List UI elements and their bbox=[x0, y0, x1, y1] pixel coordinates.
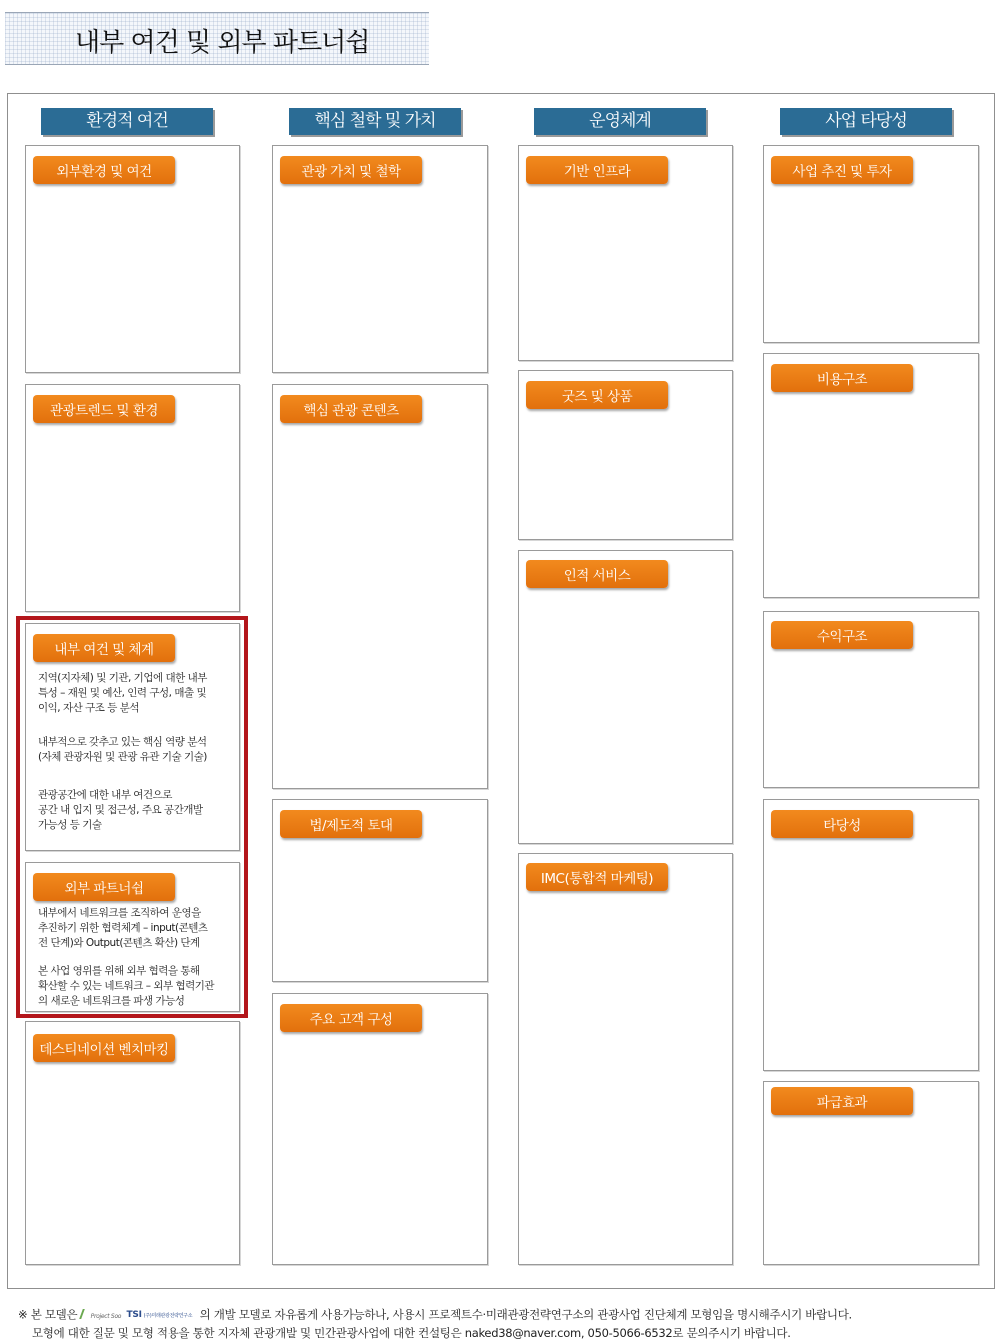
label-key-customers: 주요 고객 구성 bbox=[280, 1004, 422, 1032]
label-base-infra: 기반 인프라 bbox=[526, 156, 668, 184]
box-trend-environment bbox=[25, 384, 240, 612]
box-investment bbox=[763, 145, 979, 343]
partnership-desc-2: 본 사업 영위를 위해 외부 협력을 통해 확산할 수 있는 네트워크 – 외부 협력기관 의 새로운 네트워크를 파생 가능성 bbox=[38, 965, 215, 1007]
label-legal-basis: 법/제도적 토대 bbox=[280, 810, 422, 838]
box-revenue-structure bbox=[763, 611, 979, 788]
label-ripple-effect: 파급효과 bbox=[771, 1087, 913, 1115]
tsi-logo: TSI (주)미래관광전략연구소 bbox=[126, 1310, 193, 1320]
box-key-customers bbox=[272, 993, 488, 1265]
column-header-environment: 환경적 여건 bbox=[41, 108, 213, 135]
footer-prefix: ※ 본 모델은 bbox=[18, 1307, 78, 1322]
label-revenue-structure: 수익구조 bbox=[771, 621, 913, 649]
box-legal-basis bbox=[272, 799, 488, 982]
footer-suffix: 의 개발 모델로 자유롭게 사용가능하나, 사용시 프로젝트수·미래관광전략연구소의 관광사업 진단체계 모형임을 명시해주시기 바랍니다. bbox=[199, 1307, 852, 1322]
box-base-infra bbox=[518, 145, 733, 361]
label-external-environment: 외부환경 및 여건 bbox=[33, 156, 175, 184]
label-human-service: 인적 서비스 bbox=[526, 560, 668, 588]
box-validity bbox=[763, 799, 979, 1071]
internal-desc-3: 관광공간에 대한 내부 여건으로 공간 내 입지 및 접근성, 주요 공간개발 가능성 등 기술 bbox=[38, 789, 203, 831]
label-destination-benchmarking: 데스티네이션 벤치마킹 bbox=[33, 1034, 175, 1062]
box-destination-benchmarking bbox=[25, 1021, 240, 1265]
title-banner bbox=[5, 12, 429, 65]
column-header-operation: 운영체계 bbox=[534, 108, 706, 135]
label-internal-conditions: 내부 여건 및 체계 bbox=[33, 634, 175, 662]
box-goods bbox=[518, 370, 733, 540]
label-external-partnership: 외부 파트너쉽 bbox=[33, 873, 175, 901]
internal-desc-1: 지역(지자체) 및 기관, 기업에 대한 내부 특성 – 재원 및 예산, 인력 구성, 매출 및 이익, 자산 구조 등 분석 bbox=[38, 672, 207, 714]
footer-line-1 bbox=[18, 1305, 1003, 1325]
box-human-service bbox=[518, 550, 733, 844]
footer-note bbox=[18, 1305, 1003, 1342]
internal-desc-2: 내부적으로 갖추고 있는 핵심 역량 분석 (자체 관광자원 및 관광 유관 기술 기술) bbox=[38, 736, 207, 763]
partnership-desc-1: 내부에서 네트워크를 조직하여 운영을 추진하기 위한 협력체계 – input(콘텐츠 전 단계)와 Output(콘텐츠 확산) 단계 bbox=[38, 907, 208, 949]
label-core-contents: 핵심 관광 콘텐츠 bbox=[280, 395, 422, 423]
box-ripple-effect bbox=[763, 1081, 979, 1265]
label-imc: IMC(통합적 마케팅) bbox=[526, 863, 668, 891]
page-title: 내부 여건 및 외부 파트너쉽 bbox=[75, 28, 370, 58]
label-goods: 굿즈 및 상품 bbox=[526, 381, 668, 409]
label-tourism-value: 관광 가치 및 철학 bbox=[280, 156, 422, 184]
column-header-philosophy: 핵심 철학 및 가치 bbox=[289, 108, 461, 135]
box-cost-structure bbox=[763, 353, 979, 598]
highlight-frame bbox=[16, 616, 248, 1018]
box-external-environment bbox=[25, 145, 240, 373]
footer-line-2: 모형에 대한 질문 및 모형 적용을 통한 지자체 관광개발 및 민간관광사업에 대한 컨설팅은 naked38@naver.com, 050-5066-6532로 문의주시기 바랍니다. bbox=[32, 1326, 791, 1340]
box-tourism-value bbox=[272, 145, 488, 373]
label-investment: 사업 추진 및 투자 bbox=[771, 156, 913, 184]
project-soo-logo: Project Soo bbox=[81, 1306, 124, 1325]
label-trend-environment: 관광트렌드 및 환경 bbox=[33, 395, 175, 423]
box-core-contents bbox=[272, 384, 488, 789]
column-header-feasibility: 사업 타당성 bbox=[780, 108, 952, 135]
label-validity: 타당성 bbox=[771, 810, 913, 838]
label-cost-structure: 비용구조 bbox=[771, 364, 913, 392]
box-imc bbox=[518, 853, 733, 1265]
